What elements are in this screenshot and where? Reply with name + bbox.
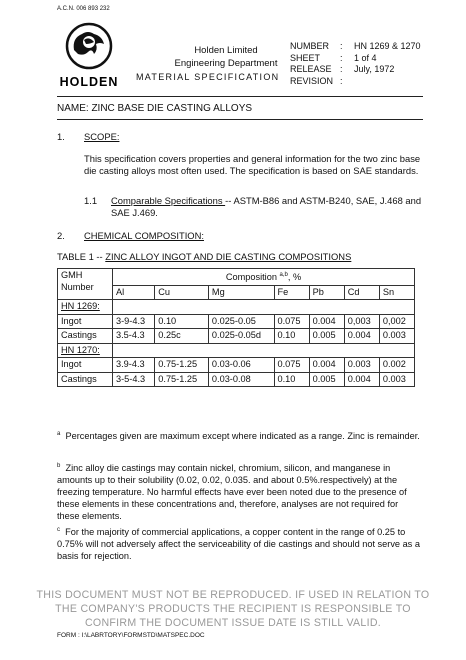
form-path: FORM : I:\LABRTORY\FORMSTD\MATSPEC.DOC (57, 632, 205, 639)
reproduction-notice: THIS DOCUMENT MUST NOT BE REPRODUCED. IF USED IN RELATION TO THE COMPANY'S PRODUCTS THE RECIPIENT IS RESPONSIBLE TO CONFIRM THE DOCUMENT ISSUE DATE IS STILL VALID. (36, 589, 430, 629)
composition-cell: 3-9-4.3 (113, 314, 155, 329)
composition-cell: 0.25c (155, 329, 209, 344)
holden-lion-logo (58, 22, 120, 90)
composition-cell: 0.003 (379, 372, 414, 387)
composition-cell: 0.075 (274, 358, 309, 373)
footnote-b: $^b$ Zinc alloy die castings may contain nickel, chromium, silicon, and manganese in amounts up to their solubility (0.02, 0.02, 0.035. and about 0.5%.respectively) at the freezing temperature. No harmful effects have ever been noted due to the presence of these elements in these concentrations and, therefore, analyses are not required for these elements. (57, 463, 407, 522)
meta-colon: : (340, 75, 343, 86)
product-form: Castings (58, 372, 113, 387)
name-divider (57, 119, 423, 120)
meta-key: REVISION (290, 75, 334, 86)
meta-row (290, 53, 421, 65)
composition-header: Composition $^{a,b}$, % (113, 269, 415, 286)
composition-cell: 0.10 (274, 329, 309, 344)
composition-cell: 0.10 (274, 372, 309, 387)
composition-cell: 0.004 (309, 314, 344, 329)
alloy-group-label: HN 1269: (58, 300, 113, 315)
section-1-text: This specification covers properties and general information for the two zinc base die casting alloys most often used. The specification is based on SAE standards. (84, 153, 421, 176)
company-name: Holden Limited (194, 45, 258, 56)
element-column-header: Cd (344, 285, 379, 300)
element-column-header: Mg (208, 285, 274, 300)
composition-cell: 3-5-4.3 (113, 372, 155, 387)
composition-row (58, 314, 415, 329)
meta-value: July, 1972 (354, 64, 395, 75)
composition-cell: 0.03-0.06 (208, 358, 274, 373)
composition-cell: 0.004 (344, 372, 379, 387)
element-column-header: Al (113, 285, 155, 300)
section-1-title: SCOPE: (84, 131, 120, 142)
section-1-1-title: Comparable Specifications (111, 195, 226, 206)
element-column-header: Pb (309, 285, 344, 300)
composition-cell: 0.10 (155, 314, 209, 329)
company-block (157, 44, 295, 70)
meta-colon: : (340, 41, 343, 51)
composition-cell: 0,003 (344, 314, 379, 329)
meta-key: RELEASE (290, 64, 332, 75)
composition-cell: 3.9-4.3 (113, 358, 155, 373)
meta-row (290, 76, 421, 88)
product-form: Castings (58, 329, 113, 344)
footnote-a: $^a$ Percentages given are maximum except where indicated as a range. Zinc is remainder. (57, 431, 420, 442)
spec-title: MATERIAL SPECIFICATION (136, 72, 280, 82)
table-caption (57, 251, 351, 263)
composition-cell: 0.75-1.25 (155, 358, 209, 373)
alloy-group-label: HN 1270: (58, 343, 113, 358)
composition-cell: 0,002 (379, 314, 414, 329)
section-1-1-text: -- ASTM-B86 and ASTM-B240, SAE, J.468 and SAE J.469. (111, 195, 422, 218)
composition-row (58, 358, 415, 373)
composition-cell: 0.025-0.05 (208, 314, 274, 329)
composition-cell: 0.004 (309, 358, 344, 373)
meta-colon: : (340, 64, 343, 75)
composition-cell: 0.75-1.25 (155, 372, 209, 387)
department-name: Engineering Department (174, 58, 278, 69)
composition-cell: 0.005 (309, 329, 344, 344)
meta-key: SHEET (290, 52, 321, 63)
document-name: NAME: ZINC BASE DIE CASTING ALLOYS (57, 103, 253, 114)
composition-cell: 0.03-0.08 (208, 372, 274, 387)
composition-cell: 3.5-4.3 (113, 329, 155, 344)
meta-key: NUMBER (290, 41, 330, 51)
composition-cell: 0.002 (379, 358, 414, 373)
table-caption-prefix: TABLE 1 -- (57, 251, 106, 262)
meta-colon: : (340, 52, 343, 63)
document-meta (290, 41, 421, 87)
gmh-header: GMH Number (58, 269, 113, 300)
footnote-c: $^c$ For the majority of commercial applications, a copper content in the range of 0.25 to 0.75% will not adversely affect the serviceability of die castings and should not serve as a basis for rejection. (57, 527, 420, 562)
product-form: Ingot (58, 358, 113, 373)
composition-row (58, 372, 415, 387)
meta-row (290, 64, 421, 76)
meta-row (290, 41, 421, 53)
composition-cell: 0.005 (309, 372, 344, 387)
composition-cell: 0.025-0.05d (208, 329, 274, 344)
brand-wordmark: HOLDEN (59, 75, 119, 89)
section-2-number: 2. (57, 230, 65, 241)
composition-cell: 0.075 (274, 314, 309, 329)
composition-cell: 0.003 (344, 358, 379, 373)
acn-number: A.C.N. 006 893 232 (57, 6, 110, 12)
composition-cell: 0.003 (379, 329, 414, 344)
section-1-number: 1. (57, 131, 65, 142)
composition-table (57, 268, 415, 387)
product-form: Ingot (58, 314, 113, 329)
element-column-header: Cu (155, 285, 209, 300)
element-column-header: Sn (379, 285, 414, 300)
section-2-title: CHEMICAL COMPOSITION: (84, 230, 204, 241)
composition-row (58, 329, 415, 344)
meta-value: 1 of 4 (354, 52, 377, 63)
section-1-1 (111, 195, 423, 219)
element-column-header: Fe (274, 285, 309, 300)
meta-value: HN 1269 & 1270 (354, 41, 421, 51)
composition-cell: 0.004 (344, 329, 379, 344)
section-1-1-number: 1.1 (84, 195, 98, 206)
header-divider (57, 96, 423, 97)
table-caption-title: ZINC ALLOY INGOT AND DIE CASTING COMPOSITIONS (105, 251, 352, 262)
